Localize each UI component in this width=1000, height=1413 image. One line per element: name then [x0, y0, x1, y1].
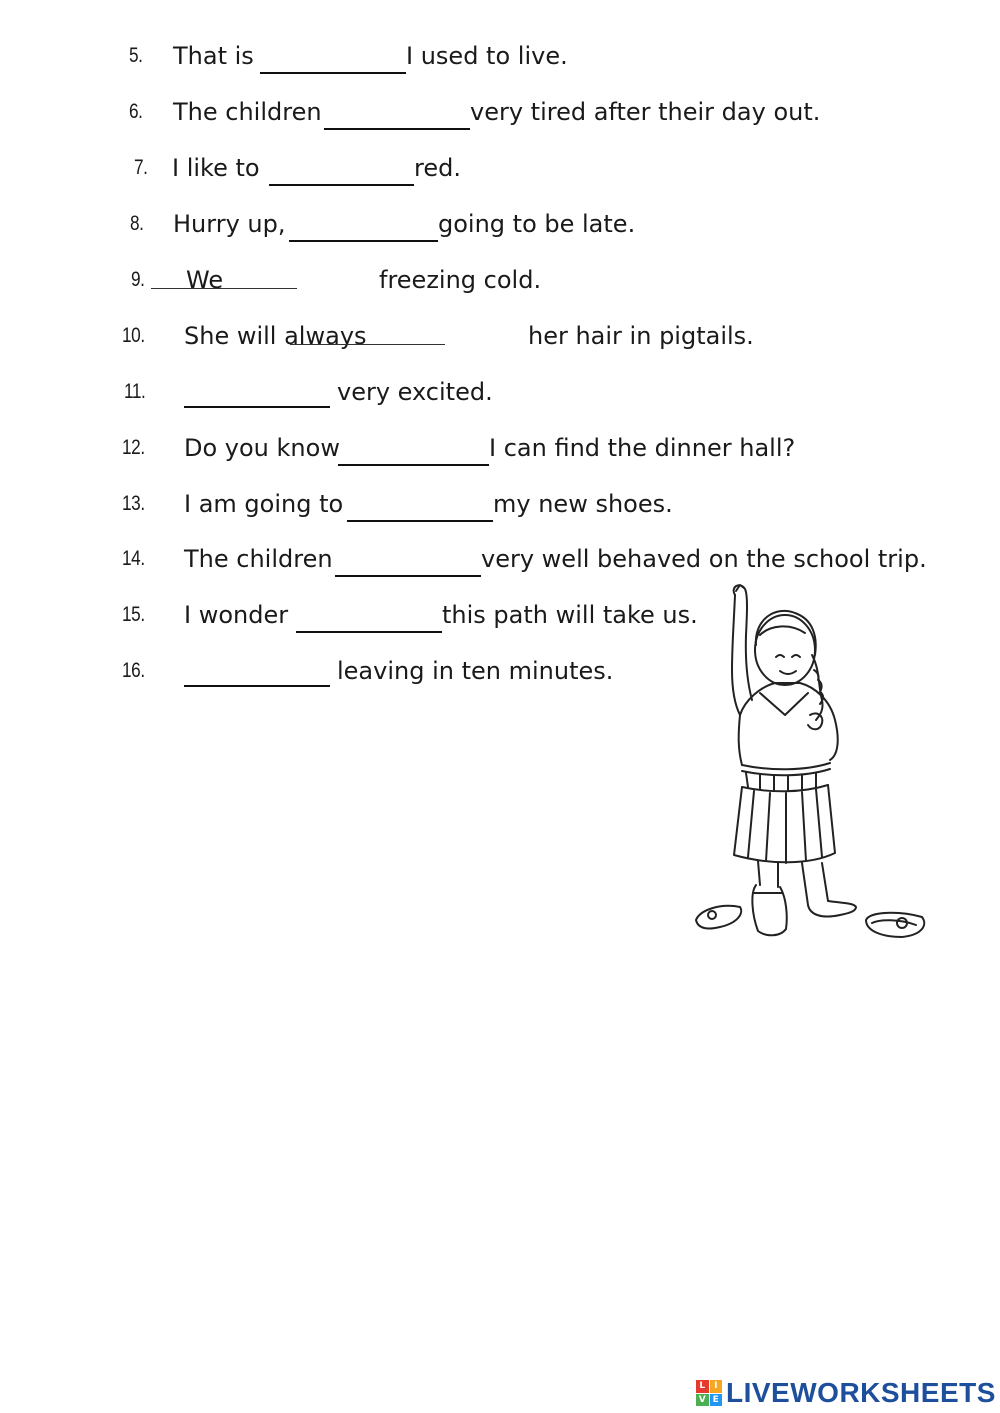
- question-number: 5.: [129, 44, 143, 67]
- question-text-after: leaving in ten minutes.: [337, 657, 614, 685]
- logo-mark-letter: L: [696, 1380, 709, 1393]
- question-number: 12.: [122, 436, 145, 459]
- question-number: 13.: [122, 492, 145, 515]
- answer-blank[interactable]: [269, 184, 414, 186]
- question-row: [0, 40, 1000, 80]
- logo-mark-letter: E: [710, 1394, 723, 1407]
- question-text-after: red.: [414, 154, 461, 182]
- answer-blank[interactable]: [290, 344, 445, 345]
- question-text-after: this path will take us.: [442, 601, 698, 629]
- question-text-after: very tired after their day out.: [470, 98, 821, 126]
- question-text-after: I used to live.: [406, 42, 568, 70]
- question-row: [0, 264, 1000, 304]
- question-text-before: I like to: [172, 154, 260, 182]
- question-number: 15.: [122, 603, 145, 626]
- answer-blank[interactable]: [324, 128, 470, 130]
- answer-blank[interactable]: [184, 406, 330, 408]
- question-text-before: She will always: [184, 322, 367, 350]
- question-row: [0, 488, 1000, 528]
- question-text-after: her hair in pigtails.: [528, 322, 754, 350]
- question-text-before: The children: [173, 98, 322, 126]
- question-row: [0, 376, 1000, 416]
- question-text-before: We: [186, 266, 224, 294]
- question-row: [0, 152, 1000, 192]
- question-text-after: freezing cold.: [379, 266, 542, 294]
- question-text-after: very well behaved on the school trip.: [481, 545, 927, 573]
- question-row: [0, 432, 1000, 472]
- question-number: 9.: [131, 268, 145, 291]
- logo-mark-icon: [696, 1380, 722, 1406]
- answer-blank[interactable]: [296, 631, 442, 633]
- logo-mark-letter: V: [696, 1394, 709, 1407]
- answer-blank[interactable]: [260, 72, 406, 74]
- question-row: [0, 96, 1000, 136]
- question-text-after: very excited.: [337, 378, 493, 406]
- question-text-before: That is: [173, 42, 254, 70]
- question-text-before: Do you know: [184, 434, 340, 462]
- question-text-after: I can find the dinner hall?: [489, 434, 796, 462]
- logo-mark-letter: I: [710, 1380, 723, 1393]
- question-row: [0, 320, 1000, 360]
- question-number: 11.: [124, 380, 146, 403]
- question-text-before: The children: [184, 545, 333, 573]
- liveworksheets-logo[interactable]: [696, 1376, 996, 1410]
- answer-blank[interactable]: [347, 520, 493, 522]
- question-text-after: going to be late.: [438, 210, 636, 238]
- question-number: 8.: [130, 212, 144, 235]
- girl-illustration: [690, 575, 935, 945]
- question-number: 16.: [122, 659, 145, 682]
- question-text-before: I wonder: [184, 601, 289, 629]
- logo-text: LIVEWORKSHEETS: [726, 1377, 996, 1408]
- answer-blank[interactable]: [289, 240, 438, 242]
- question-row: [0, 208, 1000, 248]
- question-number: 14.: [122, 547, 145, 570]
- question-text-before: Hurry up,: [173, 210, 286, 238]
- answer-blank[interactable]: [338, 464, 489, 466]
- answer-blank[interactable]: [151, 288, 297, 289]
- answer-blank[interactable]: [335, 575, 481, 577]
- question-text-after: my new shoes.: [493, 490, 673, 518]
- question-text-before: I am going to: [184, 490, 344, 518]
- question-number: 10.: [122, 324, 145, 347]
- question-number: 7.: [134, 156, 148, 179]
- question-number: 6.: [129, 100, 143, 123]
- answer-blank[interactable]: [184, 685, 330, 687]
